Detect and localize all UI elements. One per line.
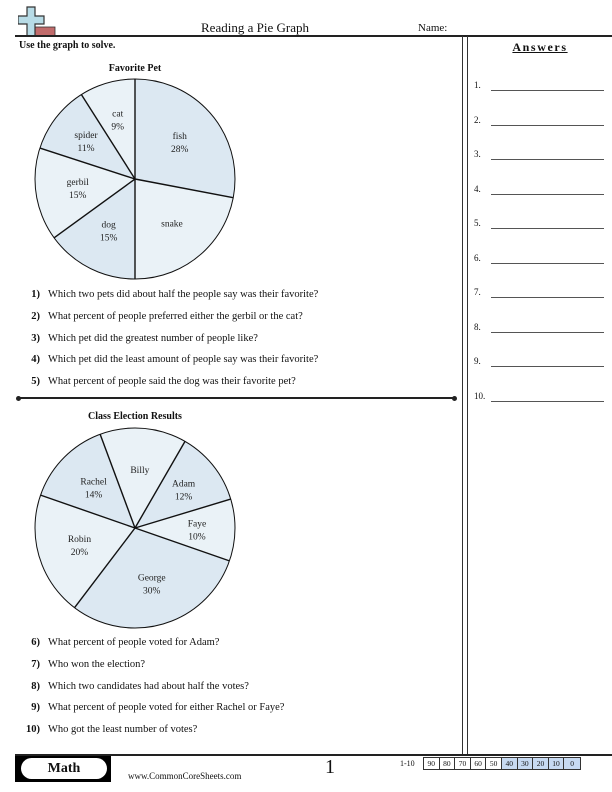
instructions: Use the graph to solve.: [19, 40, 116, 51]
score-cell: 50: [486, 758, 502, 769]
answer-number: 10.: [474, 391, 486, 401]
question-text: Which two pets did about half the people say was their favorite?: [48, 289, 319, 300]
pie-slice-label: cat: [112, 109, 124, 120]
pie-slice-label: dog: [101, 220, 116, 231]
chart-title-class-election: Class Election Results: [88, 411, 182, 422]
answer-number: 8.: [474, 322, 481, 332]
answer-number: 4.: [474, 184, 481, 194]
question-text: Who got the least number of votes?: [48, 724, 198, 736]
question-number: 2): [31, 310, 40, 322]
question-number: 9): [31, 702, 40, 714]
question-number: 5): [31, 376, 40, 388]
question-text: What percent of people said the dog was their favorite pet?: [48, 376, 296, 388]
question-number: 3): [31, 332, 40, 344]
name-label: Name:: [418, 22, 448, 34]
score-cell: 20: [533, 758, 549, 769]
answer-row: [474, 115, 604, 129]
score-cell: 80: [440, 758, 456, 769]
question: [18, 311, 303, 322]
answer-row: [474, 218, 604, 232]
pie-slice-value-label: 14%: [84, 490, 103, 501]
answer-blank[interactable]: [491, 90, 604, 91]
answer-blank[interactable]: [491, 125, 604, 126]
score-cell: 70: [455, 758, 471, 769]
question-text: What percent of people voted for either Rachel or Faye?: [48, 702, 285, 714]
answer-blank[interactable]: [491, 401, 604, 402]
answer-blank[interactable]: [491, 228, 604, 229]
subject-label: Math: [21, 758, 107, 779]
score-cell: 10: [549, 758, 565, 769]
page-title: Reading a Pie Graph: [201, 20, 309, 35]
chart-title-favorite-pet: Favorite Pet: [108, 63, 162, 74]
pie-slice-label: George: [137, 573, 166, 584]
question-text: Which pet did the least amount of people say was their favorite?: [48, 354, 319, 366]
answer-row: [474, 322, 604, 336]
answer-blank[interactable]: [491, 332, 604, 333]
answer-blank[interactable]: [491, 297, 604, 298]
pie-slice-value-label: 9%: [111, 122, 125, 133]
pie-slice-value-label: 15%: [99, 233, 118, 244]
answer-blank[interactable]: [491, 263, 604, 264]
pie-slice-label: fish: [172, 132, 187, 143]
pie-slice-label: spider: [74, 130, 98, 141]
pie-chart-favorite-pet: [30, 74, 240, 284]
answer-blank[interactable]: [491, 366, 604, 367]
question: [18, 354, 318, 365]
pie-slice-value-label: 28%: [170, 145, 189, 156]
score-table: [423, 757, 581, 770]
answer-number: 9.: [474, 356, 481, 366]
pie-slice-value-label: 10%: [188, 532, 206, 543]
answer-blank[interactable]: [491, 194, 604, 195]
question-number: 4): [31, 354, 40, 366]
answer-row: [474, 184, 604, 198]
score-cell: 60: [471, 758, 487, 769]
question-number: 10): [26, 724, 40, 736]
answer-row: [474, 80, 604, 94]
question: [18, 702, 284, 713]
question-number: 8): [31, 680, 40, 692]
website-link[interactable]: www.CommonCoreSheets.com: [128, 771, 242, 781]
score-cell: 0: [564, 758, 580, 769]
question: [18, 333, 258, 344]
section-divider: [18, 397, 455, 399]
score-cell: 40: [502, 758, 518, 769]
question-number: 6): [31, 637, 40, 648]
plus-minus-logo-icon: [18, 4, 70, 38]
pie-slice-value-label: 15%: [69, 191, 87, 202]
pie-slice-label: Billy: [130, 466, 150, 477]
answer-row: [474, 253, 604, 267]
pie-slice-label: Robin: [67, 534, 92, 545]
question-number: 1): [31, 289, 40, 300]
answer-row: [474, 356, 604, 370]
question-text: What percent of people voted for Adam?: [48, 637, 220, 648]
question: [18, 289, 318, 300]
question: [18, 637, 219, 648]
pie-slice-label: Rachel: [80, 477, 107, 488]
answer-number: 3.: [474, 149, 481, 159]
score-cell: 90: [424, 758, 440, 769]
pie-slice-label: Adam: [171, 479, 196, 490]
divider-endpoint: [16, 396, 21, 401]
score-range-label: 1-10: [400, 759, 415, 768]
pie-slice-value-label: 20%: [70, 547, 89, 558]
pie-slice-label: Faye: [187, 519, 207, 530]
answer-number: 6.: [474, 253, 481, 263]
question: [18, 376, 296, 387]
pie-slice-value-label: 30%: [143, 586, 161, 597]
question: [18, 681, 249, 692]
answer-row: [474, 287, 604, 301]
pie-slice-value-label: 11%: [77, 143, 95, 154]
answer-row: [474, 149, 604, 163]
column-divider: [462, 36, 468, 754]
pie-chart-class-election: [30, 423, 240, 633]
divider-endpoint: [452, 396, 457, 401]
answer-number: 1.: [474, 80, 481, 90]
header-rule: [15, 35, 612, 37]
pie-slice-label: gerbil: [66, 178, 89, 189]
answer-blank[interactable]: [491, 159, 604, 160]
question: [18, 659, 145, 670]
answer-number: 5.: [474, 218, 481, 228]
page-number: 1: [325, 756, 335, 778]
question-text: What percent of people preferred either the gerbil or the cat?: [48, 310, 303, 322]
question-text: Which two candidates had about half the votes?: [48, 680, 249, 692]
answer-number: 7.: [474, 287, 481, 297]
question-number: 7): [31, 658, 40, 670]
pie-slice-value-label: 12%: [174, 492, 193, 503]
answers-title: Answers: [512, 40, 568, 54]
question-text: Who won the election?: [48, 658, 146, 670]
score-cell: 30: [518, 758, 534, 769]
answer-number: 2.: [474, 115, 481, 125]
pie-slice-label: snake: [161, 219, 183, 230]
question-text: Which pet did the greatest number of people like?: [48, 332, 258, 344]
answer-row: [474, 391, 604, 405]
question: [18, 724, 197, 735]
